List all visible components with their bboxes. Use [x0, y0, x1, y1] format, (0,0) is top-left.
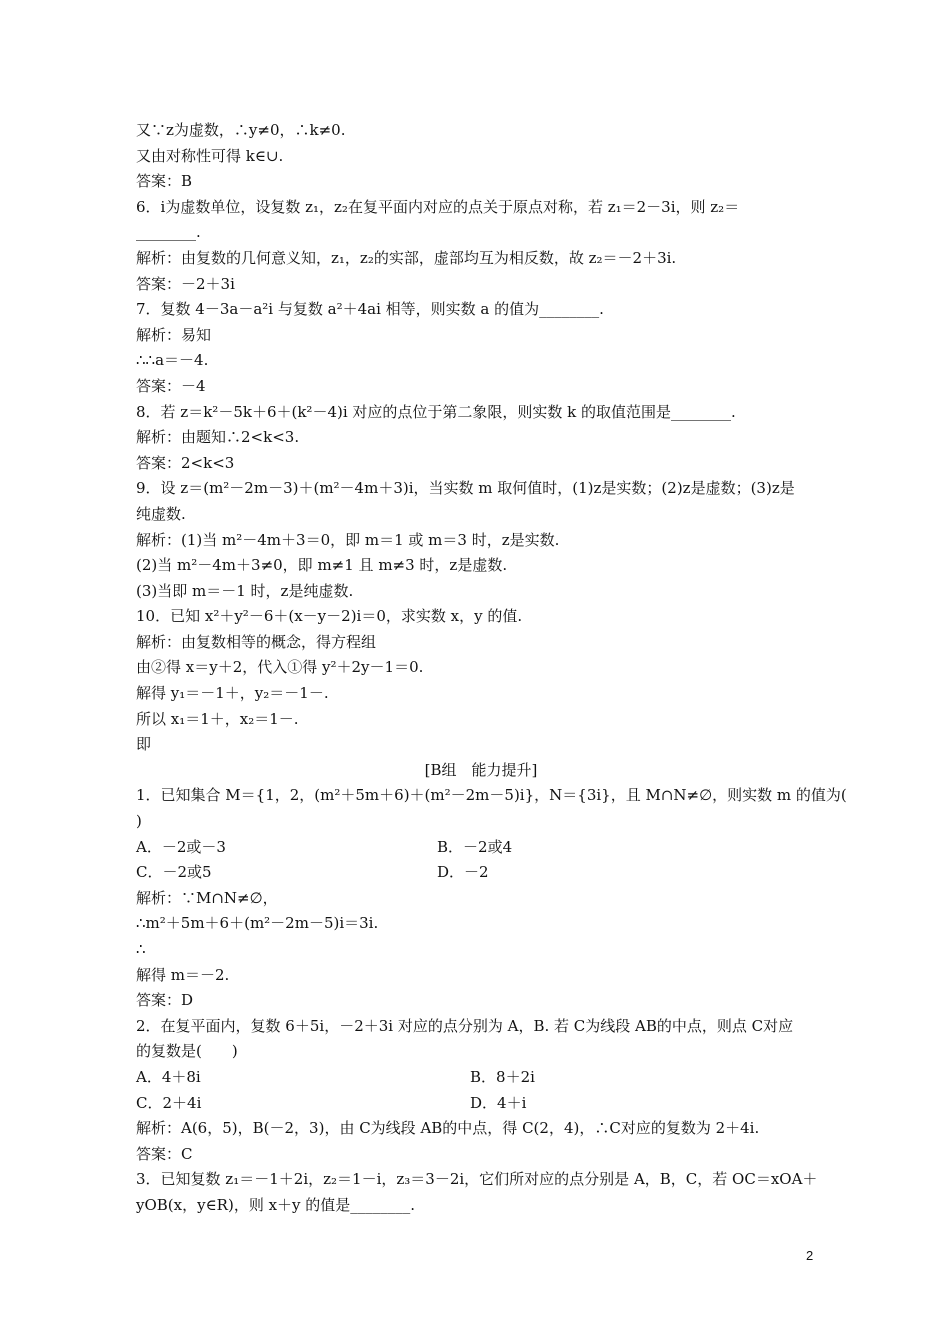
option-a: A．－2或－3: [136, 837, 226, 856]
option-d: D．－2: [437, 863, 489, 882]
text-line: ∴: [136, 940, 146, 958]
analysis-line: 解析：由复数相等的概念，得方程组: [136, 632, 377, 651]
option-a: A．4＋8i: [136, 1067, 201, 1086]
option-row: [136, 1091, 826, 1117]
text-line: 由②得 x＝y＋2，代入①得 y²＋2y－1＝0.: [136, 658, 424, 677]
page-content: [136, 118, 847, 1219]
option-row: [136, 835, 826, 861]
text-line: (3)当即 m＝－1 时，z是纯虚数.: [136, 581, 354, 600]
question-9-line: 纯虚数.: [136, 504, 186, 523]
question-6-line: 6．i为虚数单位，设复数 z₁，z₂在复平面内对应的点关于原点对称，若 z₁＝2－3i，则 z₂＝: [136, 197, 740, 216]
question-8-line: 8．若 z＝k²－5k＋6＋(k²－4)i 对应的点位于第二象限，则实数 k 的取值范围是________.: [136, 402, 736, 421]
analysis-line: 解析：A(6，5)，B(－2，3)，由 C为线段 AB的中点，得 C(2，4)，∴C对应的复数为 2＋4i.: [136, 1119, 760, 1138]
page-number: 2: [806, 1248, 814, 1263]
answer-line: 答案：B: [136, 172, 193, 191]
option-d: D．4＋i: [470, 1093, 527, 1112]
analysis-line: 解析：∵M∩N≠∅，: [136, 888, 278, 907]
text-line: 所以 x₁＝1＋，x₂＝1－.: [136, 709, 299, 728]
question-10-line: 10．已知 x²＋y²－6＋(x－y－2)i＝0，求实数 x，y 的值.: [136, 607, 523, 626]
answer-line: 答案：－4: [136, 376, 206, 395]
option-row: [136, 860, 826, 886]
question-2-stem: 2．在复平面内，复数 6＋5i，－2＋3i 对应的点分别为 A，B. 若 C为线段 AB的中点，则点 C对应: [136, 1016, 794, 1035]
analysis-line: 解析：由复数的几何意义知，z₁，z₂的实部，虚部均互为相反数，故 z₂＝－2＋3i.: [136, 248, 677, 267]
text-line: 即: [136, 735, 152, 754]
text-line: 解得 y₁＝－1＋，y₂＝－1－.: [136, 684, 329, 703]
analysis-line: 解析：易知: [136, 325, 212, 344]
answer-line: 答案：－2＋3i: [136, 274, 235, 293]
question-9-line: 9．设 z＝(m²－2m－3)＋(m²－4m＋3)i，当实数 m 取何值时，(1)z是实数；(2)z是虚数；(3)z是: [136, 479, 795, 498]
option-c: C．－2或5: [136, 863, 212, 882]
answer-line: 答案：D: [136, 991, 194, 1010]
question-1-stem: ): [136, 812, 142, 831]
question-7-line: 7．复数 4－3a－a²i 与复数 a²＋4ai 相等，则实数 a 的值为________.: [136, 300, 604, 319]
text-line: (2)当 m²－4m＋3≠0，即 m≠1 且 m≠3 时，z是虚数.: [136, 556, 508, 575]
analysis-line: 解析：(1)当 m²－4m＋3＝0，即 m＝1 或 m＝3 时，z是实数.: [136, 530, 560, 549]
analysis-line: 解析：由题知∴2<k<3.: [136, 428, 300, 447]
text-line: 又∵z为虚数，∴y≠0，∴k≠0.: [136, 121, 346, 139]
text-line: ∴m²＋5m＋6＋(m²－2m－5)i＝3i.: [136, 914, 379, 933]
question-6-blank: ________.: [136, 223, 201, 242]
question-2-stem: 的复数是( ): [136, 1042, 238, 1061]
option-b: B．－2或4: [437, 837, 513, 856]
answer-line: 答案：C: [136, 1144, 193, 1163]
question-3-stem: yOB(x，y∈R)，则 x＋y 的值是________.: [136, 1195, 416, 1214]
option-row: [136, 1065, 826, 1091]
question-1-stem: 1．已知集合 M＝{1，2，(m²＋5m＋6)＋(m²－2m－5)i}，N＝{3i}，且 M∩N≠∅，则实数 m 的值为(: [136, 786, 847, 805]
section-heading: [B组 能力提升]: [424, 760, 538, 779]
question-3-stem: 3．已知复数 z₁＝－1＋2i，z₂＝1－i，z₃＝3－2i，它们所对应的点分别是 A，B，C，若 OC＝xOA＋: [136, 1170, 818, 1189]
answer-line: 答案：2<k<3: [136, 453, 235, 472]
text-line: ∴∴a＝－4.: [136, 351, 209, 370]
option-b: B．8＋2i: [470, 1067, 535, 1086]
text-line: 又由对称性可得 k∈∪.: [136, 146, 284, 165]
option-c: C．2＋4i: [136, 1093, 202, 1112]
text-line: 解得 m＝－2.: [136, 965, 230, 984]
